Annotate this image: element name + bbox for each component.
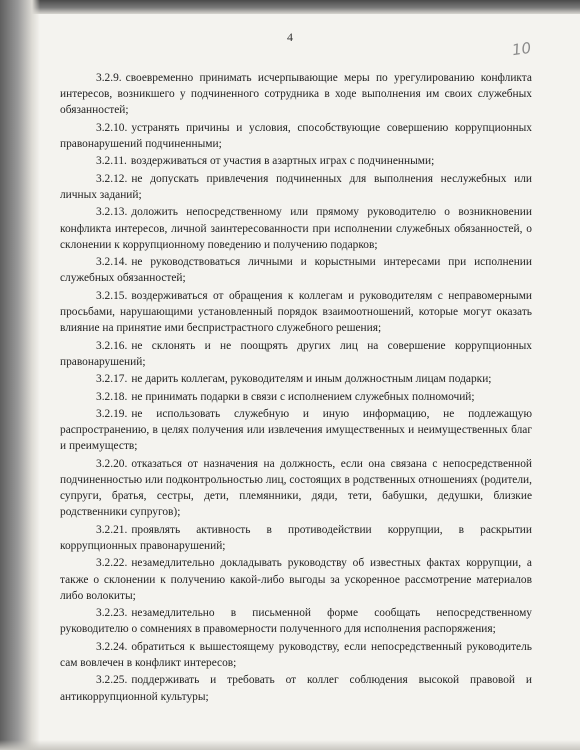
clause-3-2-18 [60,389,532,405]
clause-text: воздерживаться от участия в азартных играх с подчиненными; [130,155,435,168]
clause-3-2-13 [60,204,532,253]
clause-number: 3.2.11. [96,155,127,168]
clause-number: 3.2.24. [96,640,128,653]
clause-number: 3.2.25. [96,674,128,687]
clause-text: поддерживать и требовать от коллег соблюдения высокой правовой и антикоррупционной культуры; [60,674,532,703]
scan-binding-shadow [0,0,40,750]
clause-text: не принимать подарки в связи с исполнением служебных полномочий; [131,390,475,403]
clause-text: не склонять и не поощрять других лиц на совершение коррупционных правонарушений; [60,339,532,368]
scan-bottom-shadow [0,740,580,750]
clause-number: 3.2.9. [96,72,122,84]
clause-3-2-9 [60,70,532,119]
clause-text: не руководствоваться личными и корыстными интересами при исполнении служебных обязанностей; [60,256,532,285]
clause-number: 3.2.21. [96,523,128,536]
clause-3-2-12 [60,171,532,203]
clause-number: 3.2.17. [96,373,128,386]
clause-3-2-25 [60,672,532,704]
clause-number: 3.2.14. [96,256,128,269]
clause-number: 3.2.23. [96,607,128,620]
clause-number: 3.2.20. [96,457,128,470]
clause-text: не дарить коллегам, руководителям и иным должностным лицам подарки; [131,373,492,386]
clause-number: 3.2.18. [96,390,128,403]
clause-3-2-15 [60,288,532,337]
clause-text: не использовать служебную и иную информацию, не подлежащую распространению, в целях получения или извлечения имущественных и неимущественных благ и преимуществ; [60,407,532,453]
scan-top-shadow [0,0,580,14]
clause-3-2-22 [60,555,532,604]
clause-text: не допускать привлечения подчиненных для выполнения неслужебных или личных заданий; [60,172,532,201]
page-number: 4 [287,30,293,44]
clause-text: незамедлительно докладывать руководству об известных фактах коррупции, а также о склонении к получению какой-либо выгоды за ускоренное рассмотрение материалов либо волокиты; [60,557,532,602]
clause-3-2-11 [60,153,532,169]
clause-3-2-10 [60,120,532,152]
clause-text: своевременно принимать исчерпывающие меры по урегулированию конфликта интересов, возникшего у подчиненного сотрудника в ходе выполнения им своих служебных обязанностей; [60,72,532,117]
clause-number: 3.2.13. [96,206,128,219]
handwritten-page-mark: 10 [510,38,533,60]
clause-list [60,70,532,706]
clause-text: воздерживаться от обращения к коллегам и руководителям с неправомерными просьбами, нарушающими установленный порядок взаимоотношений, которые могут оказать влияние на принятие ими беспристрастного служебного решения; [60,289,532,335]
clause-number: 3.2.22. [96,557,128,570]
clause-text: незамедлительно в письменной форме сообщать непосредственному руководителю о сомнениях в правомерности полученного для исполнения распоряжения; [60,607,532,636]
clause-number: 3.2.15. [96,289,128,302]
clause-text: проявлять активность в противодействии коррупции, в раскрытии коррупционных правонарушений; [60,523,532,552]
clause-number: 3.2.10. [96,121,128,134]
clause-number: 3.2.19. [96,407,128,420]
clause-text: доложить непосредственному или прямому руководителю о возникновении конфликта интересов, личной заинтересованности при исполнении служебных обязанностей, о склонении к коррупционному поведению и получению подарков; [60,206,532,251]
clause-number: 3.2.16. [96,339,128,352]
clause-3-2-21 [60,522,532,554]
clause-3-2-19 [60,406,532,455]
clause-text: устранять причины и условия, способствующие совершению коррупционных правонарушений подчиненными; [60,121,532,150]
clause-text: обратиться к вышестоящему руководству, если непосредственный руководитель сам вовлечен в конфликт интересов; [60,640,532,669]
clause-3-2-16 [60,338,532,370]
clause-3-2-17 [60,371,532,387]
clause-number: 3.2.12. [96,172,128,185]
clause-3-2-20 [60,456,532,521]
clause-3-2-24 [60,639,532,671]
clause-3-2-23 [60,605,532,637]
clause-text: отказаться от назначения на должность, если она связана с непосредственной подчиненностью или подконтрольностью лиц, состоящих в родственных отношениях (родители, супруги, братья, сестры, дети, племянники, дяди, тети, бабушки, дедушки, близкие родственники супругов); [60,457,532,519]
clause-3-2-14 [60,254,532,286]
